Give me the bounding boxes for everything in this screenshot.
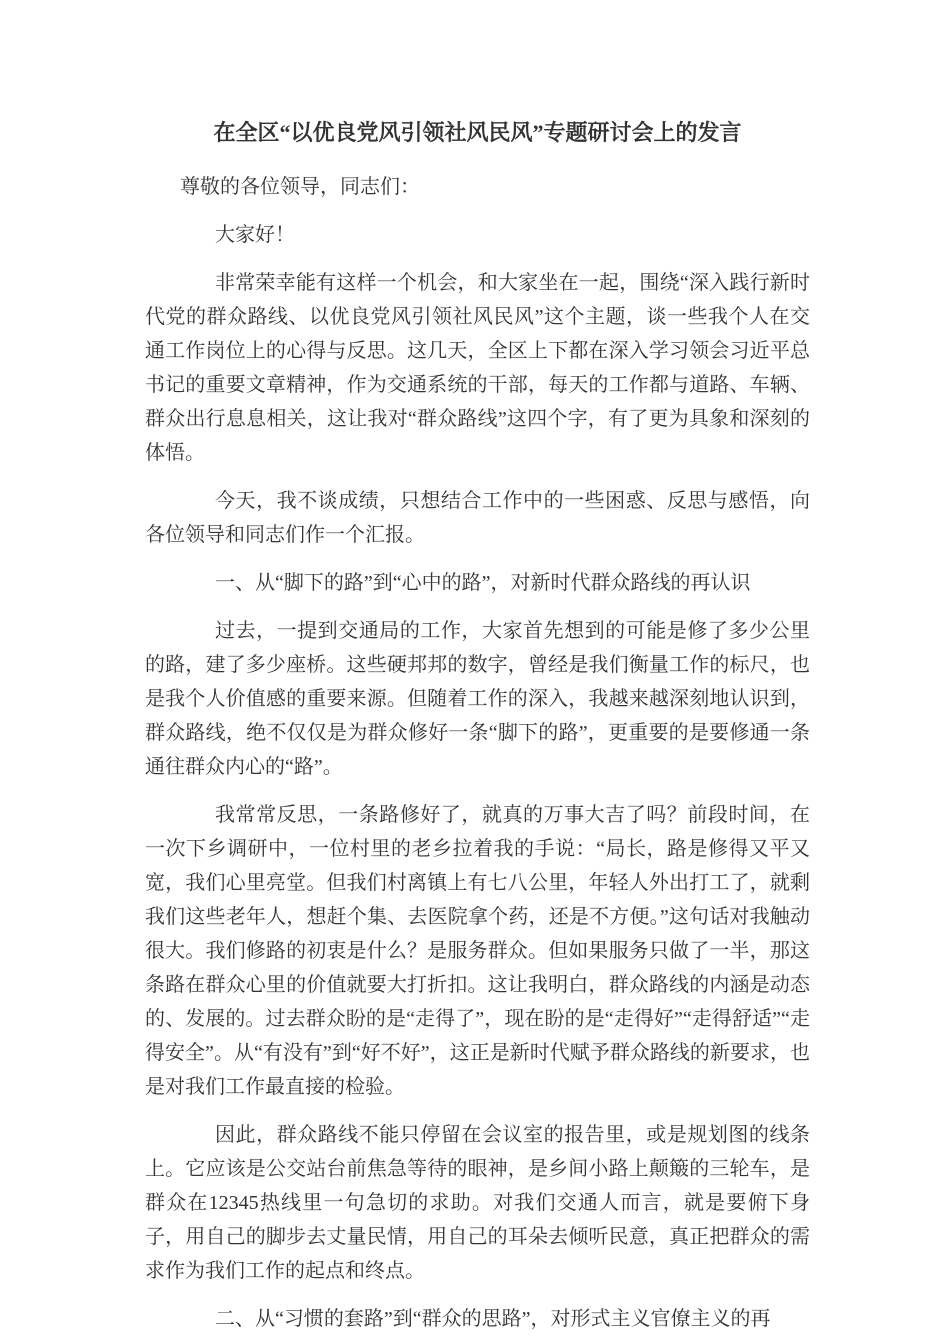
- body-paragraph-1: 过去，一提到交通局的工作，大家首先想到的可能是修了多少公里的路，建了多少座桥。这些硬邦邦的数字，曾经是我们衡量工作的标尺，也是我个人价值感的重要来源。但随着工作的深入，我越来越深刻地认识到，群众路线，绝不仅仅是为群众修好一条“脚下的路”，更重要的是要修通一条通往群众内心的“路”。: [145, 620, 810, 778]
- section-heading-1: 一、从“脚下的路”到“心中的路”，对新时代群众路线的再认识: [215, 572, 751, 594]
- intro-paragraph: 非常荣幸能有这样一个机会，和大家坐在一起，围绕“深入践行新时代党的群众路线、以优良党风引领社风民风”这个主题，谈一些我个人在交通工作岗位上的心得与反思。这几天，全区上下都在深入学习领会习近平总书记的重要文章精神，作为交通系统的干部，每天的工作都与道路、车辆、群众出行息息相关，这让我对“群众路线”这四个字，有了更为具象和深刻的体悟。: [145, 272, 810, 464]
- body-paragraph-3: 因此，群众路线不能只停留在会议室的报告里，或是规划图的线条上。它应该是公交站台前焦急等待的眼神，是乡间小路上颠簸的三轮车，是群众在12345热线里一句急切的求助。对我们交通人而言，就是要俯下身子，用自己的脚步去丈量民情，用自己的耳朵去倾听民意，真正把群众的需求作为我们工作的起点和终点。: [145, 1124, 810, 1282]
- section-heading-2: 二、从“习惯的套路”到“群众的思路”，对形式主义官僚主义的再: [215, 1308, 771, 1330]
- body-paragraph-2: 我常常反思，一条路修好了，就真的万事大吉了吗？前段时间，在一次下乡调研中，一位村里的老乡拉着我的手说：“局长，路是修得又平又宽，我们心里亮堂。但我们村离镇上有七八公里，年轻人外出打工了，就剩我们这些老年人，想赶个集、去医院拿个药，还是不方便。”这句话对我触动很大。我们修路的初衷是什么？是服务群众。但如果服务只做了一半，那这条路在群众心里的价值就要大打折扣。这让我明白，群众路线的内涵是动态的、发展的。过去群众盼的是“走得了”，现在盼的是“走得好”“走得舒适”“走得安全”。从“有没有”到“好不好”，这正是新时代赋予群众路线的新要求，也是对我们工作最直接的检验。: [145, 804, 810, 1098]
- greeting-paragraph: 大家好！: [215, 224, 295, 246]
- overview-paragraph: 今天，我不谈成绩，只想结合工作中的一些困惑、反思与感悟，向各位领导和同志们作一个汇报。: [145, 490, 810, 546]
- document-title: 在全区“以优良党风引领社风民风”专题研讨会上的发言: [213, 120, 742, 145]
- salutation-line: 尊敬的各位领导，同志们：: [180, 176, 420, 198]
